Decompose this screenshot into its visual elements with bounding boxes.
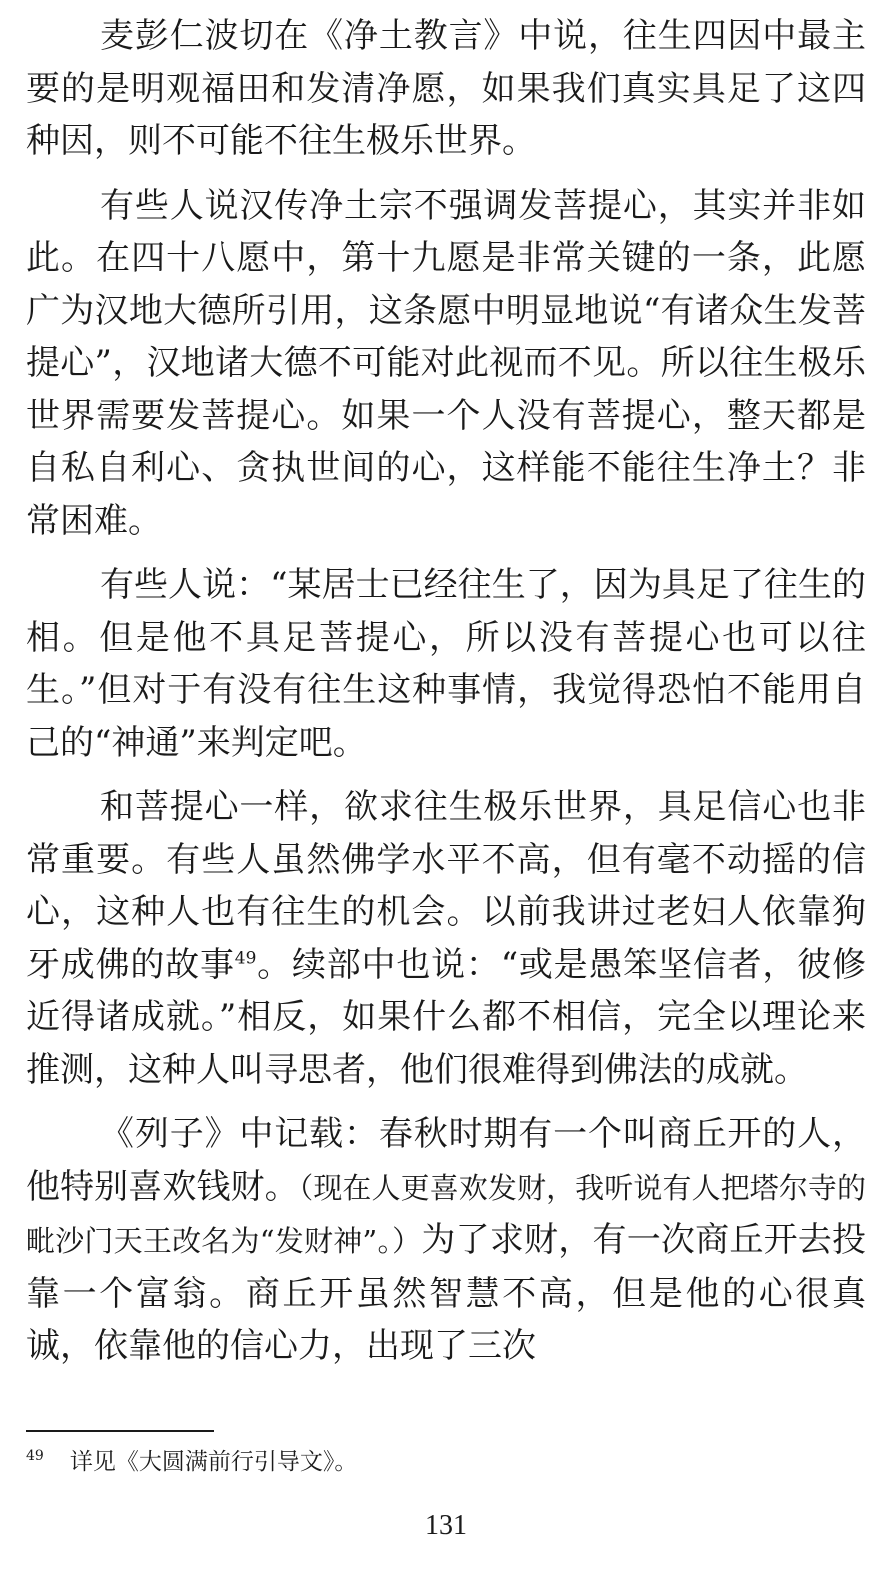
paragraph-3: 有些人说：“某居士已经往生了，因为具足了往生的相。但是他不具足菩提心，所以没有菩提心也可以往生。”但对于有没有往生这种事情，我觉得恐怕不能用自己的“神通”来判定吧。 <box>26 565 866 763</box>
body-text <box>26 10 866 1385</box>
paragraph-4-text-before: 和菩提心一样，欲求往生极乐世界，具足信心也非常重要。有些人虽然佛学水平不高，但有毫不动摇的信心，这种人也有往生的机会。以前我讲过老妇人依靠狗牙成佛的故事 <box>26 787 866 985</box>
footnote-text: 详见《大圆满前行引导文》。 <box>69 1449 358 1475</box>
paragraph-5-aside: （现在人更喜欢发财，我听说有人把塔尔寺的毗沙门天王改名为“发财神”。） <box>26 1170 866 1258</box>
footnote <box>26 1446 866 1478</box>
paragraph-5-text-after: 为了求财，有一次商丘开去投靠一个富翁。商丘开虽然智慧不高，但是他的心很真诚，依靠他的信心力，出现了三次 <box>26 1220 867 1366</box>
footnote-divider <box>26 1430 214 1432</box>
paragraph-1: 麦彭仁波切在《净土教言》中说，往生四因中最主要的是明观福田和发清净愿，如果我们真实具足了这四种因，则不可能不往生极乐世界。 <box>26 16 866 161</box>
paragraph-5-text-before: 《列子》中记载：春秋时期有一个叫商丘开的人，他特别喜欢钱财。 <box>26 1114 866 1207</box>
footnote-reference[interactable]: 49 <box>234 948 257 969</box>
footnote-number: 49 <box>26 1448 44 1465</box>
paragraph-4 <box>26 781 866 1096</box>
paragraph-5 <box>26 1108 866 1373</box>
paragraph-2: 有些人说汉传净土宗不强调发菩提心，其实并非如此。在四十八愿中，第十九愿是非常关键的一条，此愿广为汉地大德所引用，这条愿中明显地说“有诸众生发菩提心”，汉地诸大德不可能对此视而不见。所以往生极乐世界需要发菩提心。如果一个人没有菩提心，整天都是自私自利心、贪执世间的心，这样能不能往生净土？非常困难。 <box>26 185 866 541</box>
page-number: 131 <box>425 1510 467 1541</box>
paragraph-4-text-after: 。续部中也说：“或是愚笨坚信者，彼修近得诸成就。”相反，如果什么都不相信，完全以理论来推测，这种人叫寻思者，他们很难得到佛法的成就。 <box>26 944 866 1090</box>
